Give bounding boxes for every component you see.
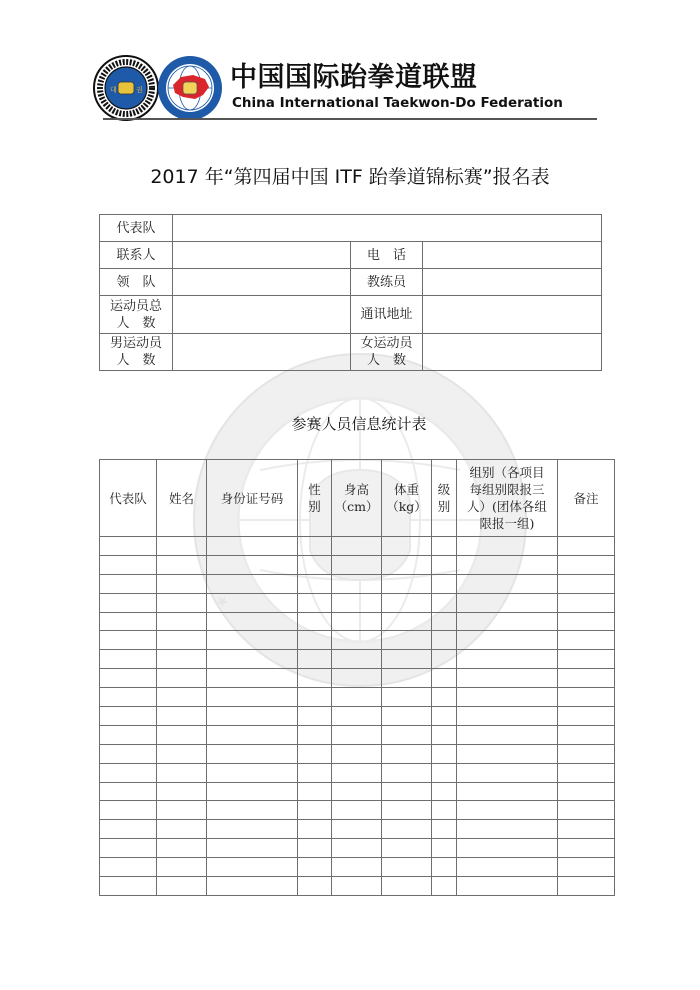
- cell-division[interactable]: [457, 688, 558, 707]
- column-header-weight-line2: （kg）: [386, 499, 427, 514]
- cell-remarks[interactable]: [558, 574, 615, 593]
- cell-weight[interactable]: [382, 820, 432, 839]
- cell-height[interactable]: [332, 555, 382, 574]
- cell-team[interactable]: [100, 707, 157, 726]
- cell-rank[interactable]: [432, 631, 457, 650]
- cell-height[interactable]: [332, 877, 382, 896]
- cell-gender[interactable]: [298, 574, 332, 593]
- cell-weight[interactable]: [382, 801, 432, 820]
- cell-division[interactable]: [457, 707, 558, 726]
- svg-text:권: 권: [136, 86, 143, 94]
- table-row: [100, 537, 615, 556]
- cell-division[interactable]: [457, 858, 558, 877]
- cell-rank[interactable]: [432, 555, 457, 574]
- cell-team[interactable]: [100, 801, 157, 820]
- cell-id-number[interactable]: [207, 593, 298, 612]
- column-header-weight: [382, 460, 432, 537]
- cell-name[interactable]: [157, 877, 207, 896]
- cell-id-number[interactable]: [207, 574, 298, 593]
- cell-id-number[interactable]: [207, 707, 298, 726]
- cell-remarks[interactable]: [558, 593, 615, 612]
- column-header-division-line1: 组别（各项目: [469, 465, 545, 480]
- cell-remarks[interactable]: [558, 820, 615, 839]
- cell-weight[interactable]: [382, 669, 432, 688]
- cell-weight[interactable]: [382, 782, 432, 801]
- column-header-remarks-text: 备注: [573, 490, 599, 506]
- cell-division[interactable]: [457, 574, 558, 593]
- cell-name[interactable]: [157, 631, 207, 650]
- cell-gender[interactable]: [298, 555, 332, 574]
- cell-height[interactable]: [332, 820, 382, 839]
- column-header-id-number-text: 身份证号码: [220, 490, 284, 506]
- cell-division[interactable]: [457, 612, 558, 631]
- cell-id-number[interactable]: [207, 801, 298, 820]
- cell-division[interactable]: [457, 763, 558, 782]
- cell-division[interactable]: [457, 593, 558, 612]
- cell-height[interactable]: [332, 537, 382, 556]
- cell-id-number[interactable]: [207, 877, 298, 896]
- column-header-team-text: 代表队: [109, 490, 147, 506]
- cell-remarks[interactable]: [558, 688, 615, 707]
- cell-height[interactable]: [332, 839, 382, 858]
- cell-height[interactable]: [332, 688, 382, 707]
- cell-height[interactable]: [332, 801, 382, 820]
- cell-rank[interactable]: [432, 574, 457, 593]
- total-athletes-label: [100, 296, 173, 334]
- cell-height[interactable]: [332, 650, 382, 669]
- cell-division[interactable]: [457, 801, 558, 820]
- cell-rank[interactable]: [432, 612, 457, 631]
- cell-team[interactable]: [100, 688, 157, 707]
- cell-gender[interactable]: [298, 537, 332, 556]
- cell-weight[interactable]: [382, 593, 432, 612]
- cell-id-number[interactable]: [207, 612, 298, 631]
- phone-field[interactable]: [423, 242, 602, 269]
- cell-division[interactable]: [457, 820, 558, 839]
- form-row-contact: [100, 242, 602, 269]
- cell-division[interactable]: [457, 631, 558, 650]
- cell-gender[interactable]: [298, 725, 332, 744]
- cell-rank[interactable]: [432, 688, 457, 707]
- cell-height[interactable]: [332, 612, 382, 631]
- form-row-gender-counts: [100, 334, 602, 371]
- cell-rank[interactable]: [432, 858, 457, 877]
- cell-name[interactable]: [157, 612, 207, 631]
- table-row: [100, 574, 615, 593]
- table-row: [100, 801, 615, 820]
- cell-rank[interactable]: [432, 744, 457, 763]
- cell-division[interactable]: [457, 744, 558, 763]
- registration-form-table: [99, 214, 602, 371]
- team-leader-field[interactable]: [173, 269, 351, 296]
- cell-height[interactable]: [332, 631, 382, 650]
- column-header-id-number: [207, 460, 298, 537]
- column-header-rank-line1: 级: [437, 482, 451, 497]
- cell-division[interactable]: [457, 725, 558, 744]
- cell-team[interactable]: [100, 725, 157, 744]
- cell-id-number[interactable]: [207, 744, 298, 763]
- cell-id-number[interactable]: [207, 555, 298, 574]
- cell-name[interactable]: [157, 574, 207, 593]
- cell-weight[interactable]: [382, 839, 432, 858]
- cell-remarks[interactable]: [558, 877, 615, 896]
- coach-field[interactable]: [423, 269, 602, 296]
- cell-weight[interactable]: [382, 650, 432, 669]
- table-row: [100, 650, 615, 669]
- svg-text:대: 대: [110, 86, 117, 94]
- table-row: [100, 839, 615, 858]
- cell-division[interactable]: [457, 555, 558, 574]
- contact-person-field[interactable]: [173, 242, 351, 269]
- cell-rank[interactable]: [432, 537, 457, 556]
- column-header-team: [100, 460, 157, 537]
- table-row: [100, 593, 615, 612]
- column-header-division: [457, 460, 558, 537]
- cell-id-number[interactable]: [207, 725, 298, 744]
- form-row-total-athletes: [100, 296, 602, 334]
- address-label: 通讯地址: [351, 296, 423, 334]
- table-row: [100, 820, 615, 839]
- table-row: [100, 763, 615, 782]
- male-athletes-field[interactable]: [173, 334, 351, 371]
- cell-remarks[interactable]: [558, 725, 615, 744]
- cell-weight[interactable]: [382, 877, 432, 896]
- cell-team[interactable]: [100, 820, 157, 839]
- cell-remarks[interactable]: [558, 782, 615, 801]
- cell-weight[interactable]: [382, 763, 432, 782]
- cell-rank[interactable]: [432, 669, 457, 688]
- cell-name[interactable]: [157, 555, 207, 574]
- team-label: 代表队: [100, 215, 173, 242]
- cell-gender[interactable]: [298, 744, 332, 763]
- male-athletes-label: [100, 334, 173, 371]
- cell-remarks[interactable]: [558, 707, 615, 726]
- cell-remarks[interactable]: [558, 669, 615, 688]
- coach-label: 教练员: [351, 269, 423, 296]
- column-header-height: [332, 460, 382, 537]
- cell-gender[interactable]: [298, 631, 332, 650]
- cell-height[interactable]: [332, 574, 382, 593]
- cell-gender[interactable]: [298, 612, 332, 631]
- column-header-gender-line1: 性: [308, 482, 321, 497]
- female-athletes-label-line2: 人 数: [366, 353, 406, 368]
- cell-division[interactable]: [457, 839, 558, 858]
- cell-rank[interactable]: [432, 707, 457, 726]
- cell-remarks[interactable]: [558, 839, 615, 858]
- cell-gender[interactable]: [298, 820, 332, 839]
- form-row-leader: [100, 269, 602, 296]
- female-athletes-field[interactable]: [423, 334, 602, 371]
- cell-gender[interactable]: [298, 763, 332, 782]
- cell-division[interactable]: [457, 877, 558, 896]
- cell-height[interactable]: [332, 744, 382, 763]
- cell-team[interactable]: [100, 537, 157, 556]
- cell-name[interactable]: [157, 537, 207, 556]
- cell-name[interactable]: [157, 725, 207, 744]
- table-row: [100, 877, 615, 896]
- address-field[interactable]: [423, 296, 602, 334]
- cell-remarks[interactable]: [558, 858, 615, 877]
- column-header-remarks: [558, 460, 615, 537]
- cell-id-number[interactable]: [207, 858, 298, 877]
- cell-remarks[interactable]: [558, 763, 615, 782]
- cell-team[interactable]: [100, 555, 157, 574]
- cell-rank[interactable]: [432, 782, 457, 801]
- cell-name[interactable]: [157, 839, 207, 858]
- table-row: [100, 669, 615, 688]
- column-header-name: [157, 460, 207, 537]
- cell-gender[interactable]: [298, 801, 332, 820]
- cell-name[interactable]: [157, 669, 207, 688]
- cell-name[interactable]: [157, 688, 207, 707]
- cell-team[interactable]: [100, 858, 157, 877]
- cell-id-number[interactable]: [207, 650, 298, 669]
- cell-name[interactable]: [157, 858, 207, 877]
- cell-gender[interactable]: [298, 707, 332, 726]
- header-divider: [103, 118, 597, 120]
- male-athletes-label-line2: 人 数: [116, 353, 156, 368]
- cell-team[interactable]: [100, 782, 157, 801]
- cell-gender[interactable]: [298, 593, 332, 612]
- organization-name-cn: 中国国际跆拳道联盟: [230, 62, 478, 93]
- cell-rank[interactable]: [432, 801, 457, 820]
- cell-name[interactable]: [157, 650, 207, 669]
- table-row: [100, 744, 615, 763]
- organization-name-en: China International Taekwon-Do Federation: [232, 95, 563, 111]
- cell-gender[interactable]: [298, 688, 332, 707]
- cell-division[interactable]: [457, 650, 558, 669]
- cell-division[interactable]: [457, 537, 558, 556]
- cell-team[interactable]: [100, 593, 157, 612]
- cell-name[interactable]: [157, 763, 207, 782]
- cell-gender[interactable]: [298, 858, 332, 877]
- cell-team[interactable]: [100, 763, 157, 782]
- table-row: [100, 858, 615, 877]
- cell-weight[interactable]: [382, 555, 432, 574]
- cell-name[interactable]: [157, 707, 207, 726]
- cell-weight[interactable]: [382, 707, 432, 726]
- cell-id-number[interactable]: [207, 820, 298, 839]
- cell-team[interactable]: [100, 744, 157, 763]
- cell-rank[interactable]: [432, 593, 457, 612]
- cell-height[interactable]: [332, 858, 382, 877]
- total-athletes-label-line1: 运动员总: [109, 298, 162, 314]
- participants-body: [100, 537, 615, 896]
- cell-weight[interactable]: [382, 858, 432, 877]
- cell-id-number[interactable]: [207, 537, 298, 556]
- cell-name[interactable]: [157, 801, 207, 820]
- table-row: [100, 725, 615, 744]
- cell-remarks[interactable]: [558, 801, 615, 820]
- cell-team[interactable]: [100, 650, 157, 669]
- cell-gender[interactable]: [298, 782, 332, 801]
- table-row: [100, 707, 615, 726]
- cell-id-number[interactable]: [207, 839, 298, 858]
- cell-weight[interactable]: [382, 744, 432, 763]
- cell-name[interactable]: [157, 782, 207, 801]
- cell-rank[interactable]: [432, 877, 457, 896]
- cell-rank[interactable]: [432, 650, 457, 669]
- svg-text:★: ★: [210, 589, 234, 614]
- participants-section-title: 参赛人员信息统计表: [291, 415, 427, 433]
- cell-gender[interactable]: [298, 839, 332, 858]
- column-header-height-line1: 身高: [343, 482, 369, 497]
- cell-weight[interactable]: [382, 688, 432, 707]
- cell-team[interactable]: [100, 612, 157, 631]
- cell-remarks[interactable]: [558, 555, 615, 574]
- team-leader-label: 领 队: [100, 269, 173, 296]
- column-header-height-line2: （cm）: [334, 499, 379, 514]
- column-header-division-line4: 限报一组): [479, 516, 535, 531]
- participants-header-row: [100, 460, 615, 537]
- column-header-weight-line1: 体重: [393, 482, 419, 497]
- column-header-division-line3: 人）(团体各组: [467, 499, 547, 514]
- column-header-gender-line2: 别: [308, 499, 321, 514]
- cell-team[interactable]: [100, 574, 157, 593]
- column-header-rank-line2: 别: [437, 499, 451, 514]
- cell-weight[interactable]: [382, 574, 432, 593]
- cell-team[interactable]: [100, 839, 157, 858]
- cell-id-number[interactable]: [207, 688, 298, 707]
- participants-table: [99, 459, 615, 896]
- cell-team[interactable]: [100, 877, 157, 896]
- cell-team[interactable]: [100, 631, 157, 650]
- cell-remarks[interactable]: [558, 631, 615, 650]
- contact-person-label: 联系人: [100, 242, 173, 269]
- cell-id-number[interactable]: [207, 782, 298, 801]
- form-row-team: [100, 215, 602, 242]
- table-row: [100, 688, 615, 707]
- cell-weight[interactable]: [382, 725, 432, 744]
- team-field[interactable]: [173, 215, 602, 242]
- male-athletes-label-line1: 男运动员: [109, 336, 162, 351]
- itf-federation-logo-icon: [93, 55, 159, 121]
- table-row: [100, 782, 615, 801]
- cell-id-number[interactable]: [207, 631, 298, 650]
- cell-height[interactable]: [332, 725, 382, 744]
- cell-team[interactable]: [100, 669, 157, 688]
- cell-rank[interactable]: [432, 839, 457, 858]
- female-athletes-label: [351, 334, 423, 371]
- cell-remarks[interactable]: [558, 612, 615, 631]
- column-header-rank: [432, 460, 457, 537]
- cell-weight[interactable]: [382, 537, 432, 556]
- cell-height[interactable]: [332, 782, 382, 801]
- cell-id-number[interactable]: [207, 669, 298, 688]
- cell-height[interactable]: [332, 593, 382, 612]
- table-row: [100, 631, 615, 650]
- cell-gender[interactable]: [298, 650, 332, 669]
- cell-name[interactable]: [157, 820, 207, 839]
- table-row: [100, 612, 615, 631]
- cell-remarks[interactable]: [558, 744, 615, 763]
- cell-rank[interactable]: [432, 820, 457, 839]
- cell-remarks[interactable]: [558, 537, 615, 556]
- cell-height[interactable]: [332, 763, 382, 782]
- total-athletes-label-line2: 人 数: [116, 315, 156, 331]
- cell-gender[interactable]: [298, 669, 332, 688]
- cell-rank[interactable]: [432, 725, 457, 744]
- document-title: 2017 年“第四届中国 ITF 跆拳道锦标赛”报名表: [150, 166, 550, 188]
- table-row: [100, 555, 615, 574]
- cell-name[interactable]: [157, 593, 207, 612]
- cell-id-number[interactable]: [207, 763, 298, 782]
- cell-weight[interactable]: [382, 631, 432, 650]
- cell-division[interactable]: [457, 782, 558, 801]
- column-header-gender: [298, 460, 332, 537]
- cell-remarks[interactable]: [558, 650, 615, 669]
- total-athletes-field[interactable]: [173, 296, 351, 334]
- china-itf-federation-logo-icon: [157, 55, 223, 121]
- column-header-division-line2: 每组别限报三: [469, 482, 545, 497]
- cell-height[interactable]: [332, 707, 382, 726]
- female-athletes-label-line1: 女运动员: [360, 336, 413, 351]
- cell-name[interactable]: [157, 744, 207, 763]
- cell-weight[interactable]: [382, 612, 432, 631]
- phone-label: 电 话: [351, 242, 423, 269]
- cell-division[interactable]: [457, 669, 558, 688]
- cell-rank[interactable]: [432, 763, 457, 782]
- cell-gender[interactable]: [298, 877, 332, 896]
- cell-height[interactable]: [332, 669, 382, 688]
- column-header-name-text: 姓名: [168, 490, 194, 506]
